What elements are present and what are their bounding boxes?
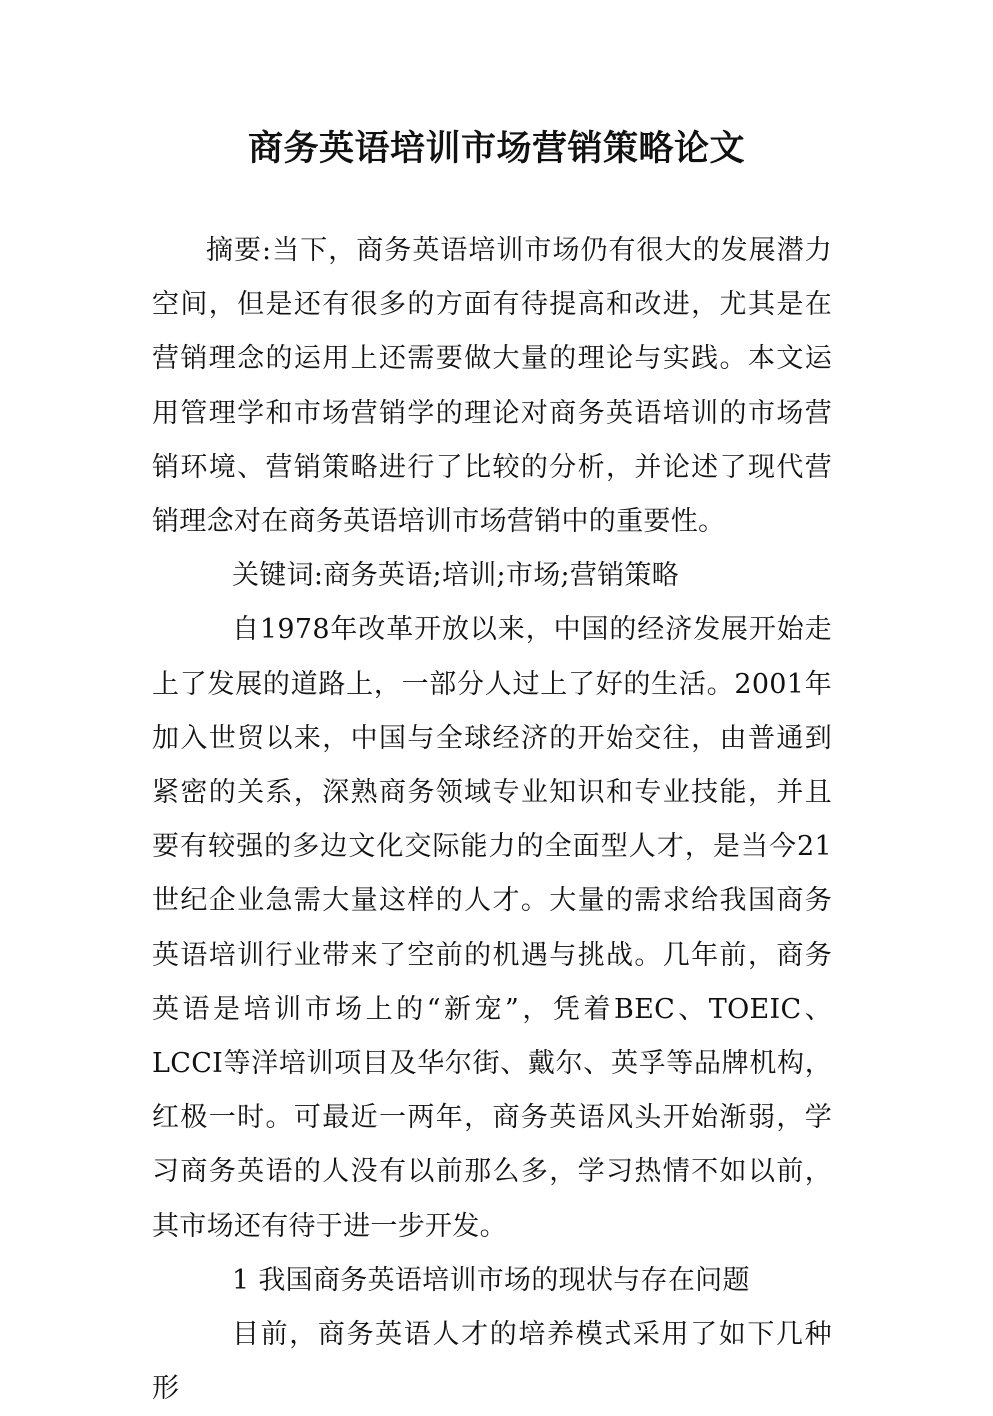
section-paragraph: 目前，商务英语人才的培养模式采用了如下几种形	[152, 1319, 832, 1405]
document-title: 商务英语培训市场营销策略论文	[247, 128, 745, 169]
section-heading: 1 我国商务英语培训市场的现状与存在问题	[232, 1264, 750, 1296]
document-body	[152, 224, 832, 1416]
abstract-paragraph: 摘要:当下，商务英语培训市场仍有很大的发展潜力空间，但是还有很多的方面有待提高和改进，尤其是在营销理念的运用上还需要做大量的理论与实践。本文运用管理学和市场营销学的理论对商务英语培训的市场营销环境、营销策略进行了比较的分析，并论述了现代营销理念对在商务英语培训市场营销中的重要性。	[152, 235, 832, 538]
intro-paragraph: 自1978年改革开放以来，中国的经济发展开始走上了发展的道路上，一部分人过上了好的生活。2001年加入世贸以来，中国与全球经济的开始交往，由普通到紧密的关系，深熟商务领域专业知识和专业技能，并且要有较强的多边文化交际能力的全面型人才，是当今21世纪企业急需大量这样的人才。大量的需求给我国商务英语培训行业带来了空前的机遇与挑战。几年前，商务英语是培训市场上的“新宠”，凭着BEC、TOEIC、LCCI等洋培训项目及华尔街、戴尔、英孚等品牌机构，红极一时。可最近一两年，商务英语风头开始渐弱，学习商务英语的人没有以前那么多，学习热情不如以前，其市场还有待于进一步开发。	[152, 614, 832, 1242]
keywords-line: 关键词:商务英语;培训;市场;营销策略	[232, 560, 680, 592]
